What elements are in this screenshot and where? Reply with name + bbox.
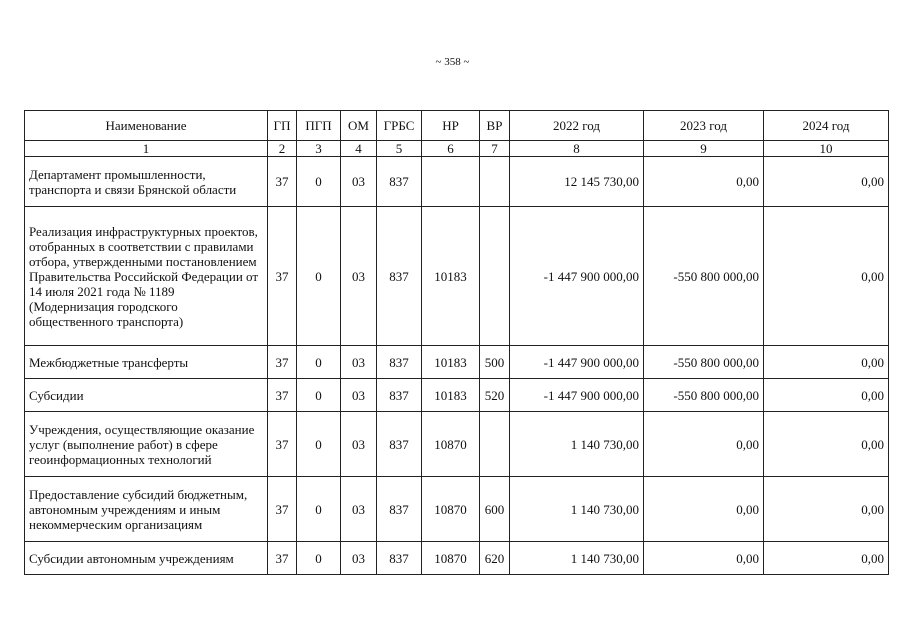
row-vr: 500 [480,346,510,379]
row-nr [422,157,480,207]
row-gp: 37 [268,412,297,477]
header-2022: 2022 год [510,111,644,141]
column-number: 1 [25,141,268,157]
row-2022: 12 145 730,00 [510,157,644,207]
row-name: Департамент промышленности, транспорта и связи Брянской области [25,157,268,207]
header-pgp: ПГП [297,111,341,141]
row-nr: 10183 [422,207,480,346]
row-gp: 37 [268,542,297,575]
row-grbs: 837 [377,157,422,207]
column-number: 5 [377,141,422,157]
row-2022: -1 447 900 000,00 [510,379,644,412]
row-2024: 0,00 [764,207,889,346]
header-2023: 2023 год [644,111,764,141]
row-2024: 0,00 [764,346,889,379]
row-gp: 37 [268,346,297,379]
row-2022: -1 447 900 000,00 [510,207,644,346]
row-name: Реализация инфраструктурных проектов, отобранных в соответствии с правилами отбора, утвержденными постановлением Правительства Российской Федерации от 14 июля 2021 года № 1189 (Модернизация городского общественного транспорта) [25,207,268,346]
row-name: Межбюджетные трансферты [25,346,268,379]
row-grbs: 837 [377,412,422,477]
column-number: 2 [268,141,297,157]
budget-table [24,110,889,575]
row-name: Субсидии автономным учреждениям [25,542,268,575]
table-row [25,157,889,207]
page-number: ~ 358 ~ [435,56,470,68]
row-nr: 10870 [422,542,480,575]
row-nr: 10183 [422,346,480,379]
row-gp: 37 [268,477,297,542]
header-vr: ВР [480,111,510,141]
row-gp: 37 [268,379,297,412]
row-2023: 0,00 [644,412,764,477]
column-number: 9 [644,141,764,157]
row-2022: 1 140 730,00 [510,477,644,542]
row-om: 03 [341,379,377,412]
header-nr: НР [422,111,480,141]
table-row [25,412,889,477]
row-om: 03 [341,207,377,346]
row-2023: 0,00 [644,477,764,542]
header-2024: 2024 год [764,111,889,141]
row-om: 03 [341,157,377,207]
row-om: 03 [341,346,377,379]
row-2024: 0,00 [764,157,889,207]
row-2024: 0,00 [764,379,889,412]
row-gp: 37 [268,207,297,346]
row-nr: 10870 [422,477,480,542]
header-om: ОМ [341,111,377,141]
row-grbs: 837 [377,542,422,575]
row-2022: 1 140 730,00 [510,412,644,477]
column-number: 7 [480,141,510,157]
row-2024: 0,00 [764,412,889,477]
table-row [25,207,889,346]
column-number-row [25,141,889,157]
column-number: 8 [510,141,644,157]
header-grbs: ГРБС [377,111,422,141]
row-2024: 0,00 [764,542,889,575]
row-pgp: 0 [297,157,341,207]
table-header-row [25,111,889,141]
table-row [25,346,889,379]
row-2022: -1 447 900 000,00 [510,346,644,379]
row-nr: 10870 [422,412,480,477]
column-number: 4 [341,141,377,157]
table-row [25,379,889,412]
row-vr [480,157,510,207]
row-2024: 0,00 [764,477,889,542]
row-grbs: 837 [377,207,422,346]
header-name: Наименование [25,111,268,141]
row-2023: 0,00 [644,542,764,575]
row-2022: 1 140 730,00 [510,542,644,575]
row-2023: -550 800 000,00 [644,207,764,346]
column-number: 6 [422,141,480,157]
row-pgp: 0 [297,477,341,542]
row-vr: 620 [480,542,510,575]
row-pgp: 0 [297,542,341,575]
row-name: Учреждения, осуществляющие оказание услуг (выполнение работ) в сфере геоинформационных технологий [25,412,268,477]
row-grbs: 837 [377,346,422,379]
row-pgp: 0 [297,379,341,412]
row-vr: 600 [480,477,510,542]
row-vr: 520 [480,379,510,412]
row-gp: 37 [268,157,297,207]
header-gp: ГП [268,111,297,141]
column-number: 3 [297,141,341,157]
row-vr [480,207,510,346]
row-om: 03 [341,477,377,542]
row-2023: -550 800 000,00 [644,379,764,412]
row-vr [480,412,510,477]
row-pgp: 0 [297,412,341,477]
row-name: Субсидии [25,379,268,412]
row-om: 03 [341,412,377,477]
row-grbs: 837 [377,379,422,412]
row-2023: 0,00 [644,157,764,207]
row-2023: -550 800 000,00 [644,346,764,379]
row-om: 03 [341,542,377,575]
row-name: Предоставление субсидий бюджетным, автономным учреждениям и иным некоммерческим организациям [25,477,268,542]
row-nr: 10183 [422,379,480,412]
table-row [25,542,889,575]
column-number: 10 [764,141,889,157]
row-grbs: 837 [377,477,422,542]
table-row [25,477,889,542]
row-pgp: 0 [297,207,341,346]
row-pgp: 0 [297,346,341,379]
